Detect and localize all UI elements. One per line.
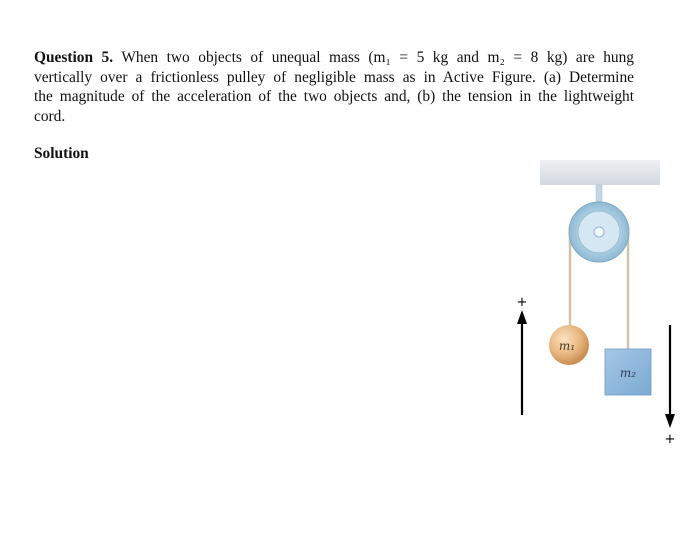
mass-2-label: m₂ [619, 366, 637, 380]
question-line-4: cord. [34, 107, 66, 125]
question-line-3: the magnitude of the acceleration of the two objects and, (b) the tension in the lightweight [34, 88, 634, 105]
question-label: Question 5. [34, 49, 114, 66]
ceiling [540, 160, 660, 185]
arrow-left-sign: + [516, 295, 528, 310]
atwood-machine-figure [510, 150, 700, 460]
pulley [569, 202, 629, 262]
solution-heading: Solution [34, 145, 89, 162]
mass-1-label: m₁ [558, 339, 576, 353]
upward-arrow-icon [517, 310, 527, 415]
mass-1-ball [549, 325, 589, 365]
question-line-2: vertically over a frictionless pulley of negligible mass as in Active Figure. (a) Determine [34, 68, 634, 86]
question-text [34, 48, 634, 126]
atwood-machine-svg [510, 150, 700, 460]
question-line-1 [34, 48, 634, 68]
question-line-1-text: When two objects of unequal mass (m₁ = 5 kg and m₂ = 8 kg) are hung [113, 49, 634, 66]
arrow-right-sign: + [664, 432, 676, 447]
mass-2-box [605, 349, 651, 395]
downward-arrow-icon [665, 325, 675, 428]
